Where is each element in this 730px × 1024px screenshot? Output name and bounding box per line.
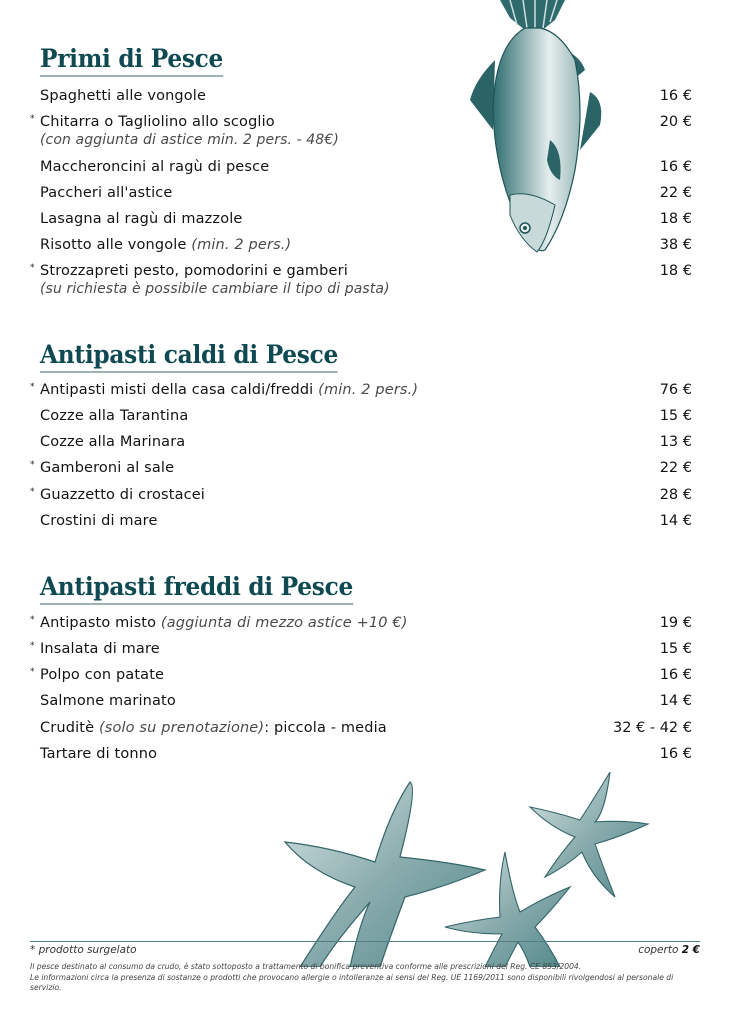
menu-item	[0, 235, 730, 257]
item-name: Antipasti misti della casa caldi/freddi	[40, 382, 314, 398]
menu-item	[0, 380, 730, 402]
item-name: Tartare di tonno	[40, 746, 158, 762]
item-name: Polpo con patate	[40, 667, 165, 683]
menu-item	[0, 691, 730, 713]
item-name: Chitarra o Tagliolino allo scoglio	[40, 114, 275, 130]
frozen-marker-icon: *	[30, 460, 35, 470]
section-title: Antipasti caldi di Pesce	[40, 340, 338, 373]
frozen-marker-icon: *	[30, 263, 35, 273]
menu-item	[0, 86, 730, 108]
item-note: (su richiesta è possibile cambiare il tipo di pasta)	[40, 281, 390, 297]
item-name: Gamberoni al sale	[40, 460, 175, 476]
item-note: (min. 2 pers.)	[318, 382, 419, 398]
item-price: 76 €	[659, 382, 692, 398]
footer-divider	[30, 941, 700, 942]
item-name: Crostini di mare	[40, 513, 158, 529]
menu-item	[0, 511, 730, 533]
item-note: (con aggiunta di astice min. 2 pers. - 48€)	[40, 132, 339, 148]
item-price: 19 €	[659, 615, 692, 631]
menu-item	[0, 665, 730, 687]
item-note: (solo su prenotazione)	[98, 720, 265, 736]
item-name: Cozze alla Marinara	[40, 434, 186, 450]
menu-item	[0, 718, 730, 740]
menu-item	[0, 112, 730, 148]
item-price: 14 €	[659, 513, 692, 529]
item-price: 18 €	[659, 263, 692, 279]
item-name: Cozze alla Tarantina	[40, 408, 189, 424]
item-name-wrap	[40, 235, 291, 255]
frozen-marker-icon: *	[30, 615, 35, 625]
menu-item	[0, 613, 730, 635]
item-name: Strozzapreti pesto, pomodorini e gamberi	[40, 263, 348, 279]
item-price: 14 €	[659, 693, 692, 709]
item-name: Antipasto misto	[40, 615, 157, 631]
frozen-marker-icon: *	[30, 114, 35, 124]
menu-item	[0, 157, 730, 179]
item-name: Salmone marinato	[40, 693, 176, 709]
item-name: Spaghetti alle vongole	[40, 88, 207, 104]
item-price: 22 €	[659, 460, 692, 476]
item-name: Guazzetto di crostacei	[40, 487, 205, 503]
legal-notes	[30, 962, 690, 994]
cover-charge-label: coperto	[638, 944, 679, 956]
section-title: Antipasti freddi di Pesce	[40, 572, 353, 605]
item-name: Insalata di mare	[40, 641, 160, 657]
item-price: 38 €	[659, 237, 692, 253]
item-price: 20 €	[659, 114, 692, 130]
menu-item	[0, 432, 730, 454]
menu-item	[0, 183, 730, 205]
item-price: 28 €	[659, 487, 692, 503]
menu-item	[0, 639, 730, 661]
item-name: Cruditè	[40, 720, 95, 736]
cover-charge	[638, 944, 700, 956]
menu-item	[0, 209, 730, 231]
item-price: 15 €	[659, 408, 692, 424]
item-name-wrap	[40, 718, 387, 738]
item-price: 16 €	[659, 667, 692, 683]
item-price: 32 € - 42 €	[612, 720, 692, 736]
starfish-illustration	[280, 762, 660, 967]
item-price: 16 €	[659, 746, 692, 762]
item-note: (min. 2 pers.)	[191, 237, 292, 253]
item-name: Paccheri all'astice	[40, 185, 173, 201]
item-price: 16 €	[659, 159, 692, 175]
section-title: Primi di Pesce	[40, 44, 223, 77]
raw-fish-note: Il pesce destinato al consumo da crudo, è stato sottoposto a trattamento di bonifica preventiva conforme alle prescrizioni del Reg. CE 853/2004.	[30, 962, 582, 971]
item-price: 22 €	[659, 185, 692, 201]
frozen-marker-icon: *	[30, 382, 35, 392]
frozen-legend-label: prodotto surgelato	[38, 944, 137, 956]
frozen-marker-icon: *	[30, 667, 35, 677]
menu-item	[0, 406, 730, 428]
item-size-options: : piccola - media	[264, 720, 387, 736]
item-name: Maccheroncini al ragù di pesce	[40, 159, 270, 175]
item-name-wrap	[40, 613, 408, 633]
cover-charge-price: 2 €	[681, 944, 700, 956]
menu-item	[0, 485, 730, 507]
item-name: Lasagna al ragù di mazzole	[40, 211, 243, 227]
frozen-marker-icon: *	[30, 641, 35, 651]
item-name: Risotto alle vongole	[40, 237, 187, 253]
item-price: 16 €	[659, 88, 692, 104]
frozen-marker-icon: *	[30, 944, 36, 956]
frozen-legend	[30, 944, 137, 956]
menu-item	[0, 458, 730, 480]
item-price: 15 €	[659, 641, 692, 657]
item-price: 18 €	[659, 211, 692, 227]
item-note: (aggiunta di mezzo astice +10 €)	[160, 615, 408, 631]
item-name-wrap	[40, 380, 418, 400]
frozen-marker-icon: *	[30, 487, 35, 497]
allergen-note: Le informazioni circa la presenza di sostanze o prodotti che provocano allergie o intolleranze ai sensi del Reg. UE 1169/2011 sono disponibili rivolgendosi al personale di servizio.	[30, 972, 674, 992]
item-price: 13 €	[659, 434, 692, 450]
menu-item	[0, 261, 730, 297]
